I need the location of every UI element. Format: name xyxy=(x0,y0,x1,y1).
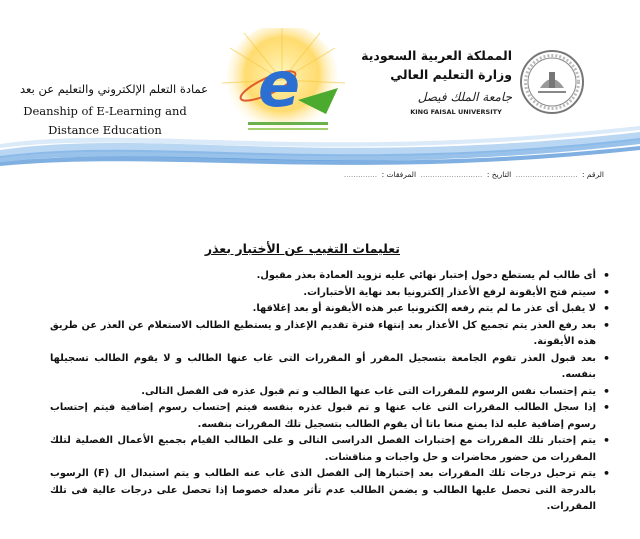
kingdom-block xyxy=(361,48,512,116)
attachments-label: المرفقات : xyxy=(381,170,417,179)
list-item: • أى طالب لم يستطع دخول إختبار نهائي عليه تزويد العمادة بعذر مقبول. xyxy=(50,268,610,285)
list-item: • بعد قبول العذر تقوم الجامعة بتسجيل المقرر أو المقررات التى غاب عنها الطالب و لا يقوم الطالب تسجيلها بنفسه. xyxy=(50,351,610,384)
rules-list xyxy=(50,268,610,516)
list-item: • بعد رفع العذر يتم تجميع كل الأعذار بعد إنتهاء فترة تقديم الإعذار و يستطيع الطالب الاستعلام عن العذر عن طريق هذه الأيقونة. xyxy=(50,318,610,351)
kingdom-name: المملكة العربية السعودية xyxy=(361,48,512,63)
university-name-arabic: جامعة الملك فيصل xyxy=(417,90,512,104)
king-faisal-university-seal-icon xyxy=(518,48,586,116)
svg-text:e: e xyxy=(258,48,301,121)
list-item: • يتم إحتساب نفس الرسوم للمقررات التى غاب عنها الطالب و تم قبول عذره فى الفصل التالى. xyxy=(50,384,610,401)
list-item: • إذا سجل الطالب المقررات التى غاب عنها و تم قبول عذره بنفسه فيتم إحتساب رسوم إضافية فيتم إحتساب رسوم إضافية عليه لذا يمنع منعا باتا أن يقوم الطالب بتسجيل تلك المقررات بنفسه. xyxy=(50,400,610,433)
document-title: تعليمات التغيب عن الأختبار بعذر xyxy=(204,241,400,256)
deanship-name-english-line2: Distance Education xyxy=(48,123,162,137)
attachments-dots: .............. xyxy=(343,170,378,179)
list-item: • يتم ترحيل درجات تلك المقررات بعد إختبارها إلى الفصل الذى غاب عنه الطالب و يتم استبدال ال (F) الرسوب بالدرجة التى تحصل عليها الطالب و يضمن الطالب عدم تأثر معدله خصوصا إذا تحصل على درجات عالية فى تلك المقررات. xyxy=(50,466,610,516)
number-dots: .......................... xyxy=(515,170,578,179)
reference-fields xyxy=(343,170,604,179)
list-item: • سيتم فتح الأيقونة لرفع الأعذار إلكترونيا بعد نهاية الأختبارات. xyxy=(50,285,610,302)
header-wave-decoration xyxy=(0,118,640,174)
number-label: الرقم : xyxy=(582,170,604,179)
deanship-name-english-line1: Deanship of E-Learning and xyxy=(23,104,187,118)
ministry-name: وزارة التعليم العالي xyxy=(390,67,512,82)
deanship-name-arabic: عمادة التعلم الإلكتروني والتعليم عن بعد xyxy=(20,82,208,96)
list-item: • لا يقبل أى عذر ما لم يتم رفعه إلكترونيا عبر هذه الأيقونة أو بعد إغلاقها. xyxy=(50,301,610,318)
date-dots: .......................... xyxy=(420,170,483,179)
list-item: • يتم إختبار تلك المقررات مع إختبارات الفصل الدراسى التالى و على الطالب القيام بجميع الأعمال الفصلية لتلك المقررات من حضور محاضرات و حل واجبات و مناقشات. xyxy=(50,433,610,466)
university-name-english: KING FAISAL UNIVERSITY xyxy=(410,108,502,116)
date-label: التاريخ : xyxy=(486,170,512,179)
